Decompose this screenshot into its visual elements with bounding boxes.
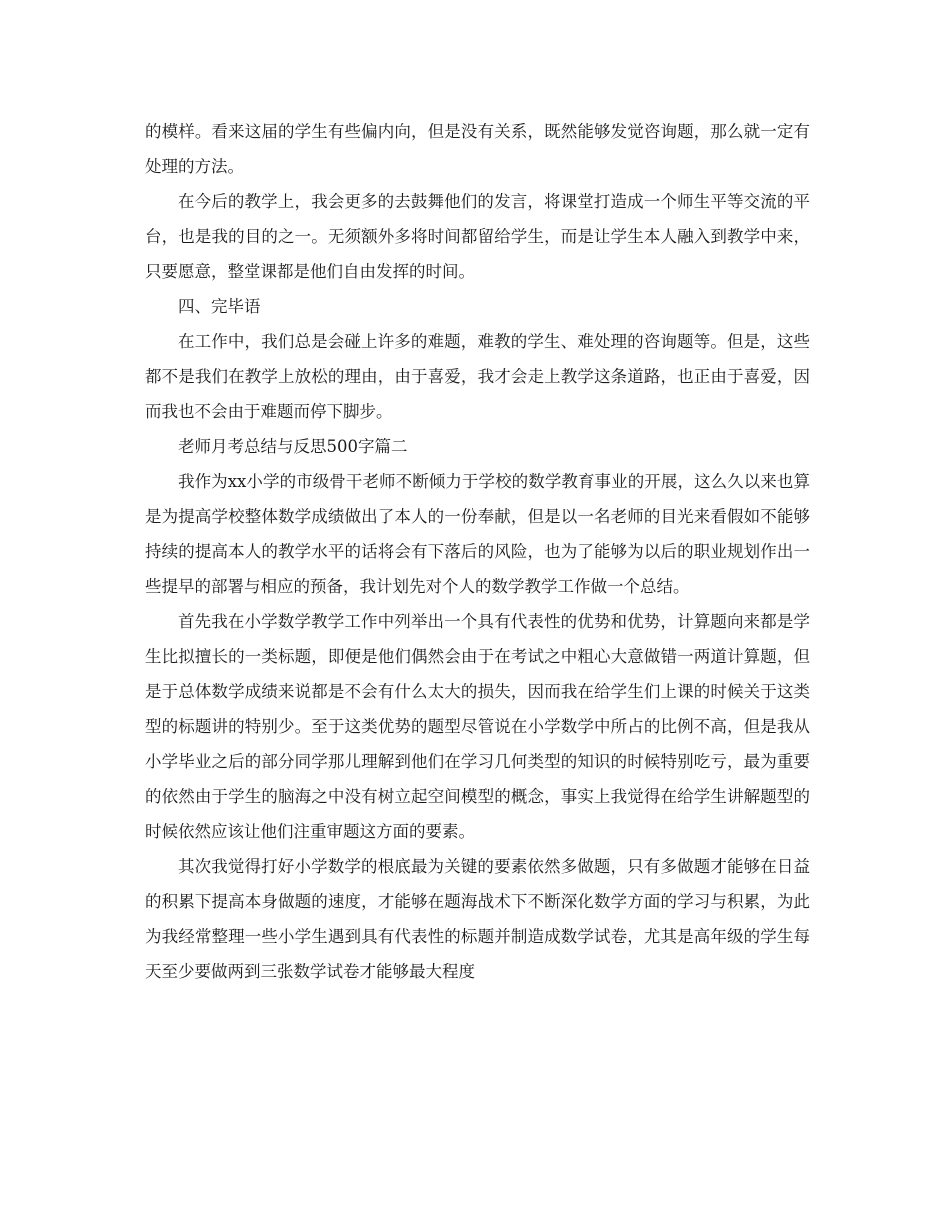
document-body — [145, 114, 810, 989]
article-title-part-two: 老师月考总结与反思500字篇二 — [178, 437, 408, 456]
paragraph-4: 我作为xx小学的市级骨干老师不断倾力于学校的数学教育事业的开展，这么久以来也算是为提高学校整体数学成绩做出了本人的一份奉献，但是以一名老师的目光来看假如不能够持续的提高本人的教学水平的话将会有下落后的风险，也为了能够为以后的职业规划作出一些提早的部署与相应的预备，我计划先对个人的数学教学工作做一个总结。 — [145, 472, 810, 596]
paragraph-5: 首先我在小学数学教学工作中列举出一个具有代表性的优势和优势，计算题向来都是学生比拟擅长的一类标题，即便是他们偶然会由于在考试之中粗心大意做错一两道计算题，但是于总体数学成绩来说都是不会有什么太大的损失，因而我在给学生们上课的时候关于这类型的标题讲的特别少。至于这类优势的题型尽管说在小学数学中所占的比例不高，但是我从小学毕业之后的部分同学那儿理解到他们在学习几何类型的知识的时候特别吃亏，最为重要的依然由于学生的脑海之中没有树立起空间模型的概念，事实上我觉得在给学生讲解题型的时候依然应该让他们注重审题这方面的要素。 — [145, 612, 810, 841]
paragraph-2: 在今后的教学上，我会更多的去鼓舞他们的发言，将课堂打造成一个师生平等交流的平台，也是我的目的之一。无须额外多将时间都留给学生，而是让学生本人融入到教学中来，只要愿意，整堂课都是他们自由发挥的时间。 — [145, 192, 810, 281]
paragraph-1: 的模样。看来这届的学生有些偏内向，但是没有关系，既然能够发觉咨询题，那么就一定有处理的方法。 — [145, 122, 810, 176]
paragraph-6: 其次我觉得打好小学数学的根底最为关键的要素依然多做题，只有多做题才能够在日益的积累下提高本身做题的速度，才能够在题海战术下不断深化数学方面的学习与积累，为此为我经常整理一些小学生遇到具有代表性的标题并制造成数学试卷，尤其是高年级的学生每天至少要做两到三张数学试卷才能够最大程度 — [145, 857, 810, 981]
section-heading-conclusion: 四、完毕语 — [178, 297, 261, 316]
paragraph-3: 在工作中，我们总是会碰上许多的难题，难教的学生、难处理的咨询题等。但是，这些都不是我们在教学上放松的理由，由于喜爱，我才会走上教学这条道路，也正由于喜爱，因而我也不会由于难题而停下脚步。 — [145, 332, 810, 421]
